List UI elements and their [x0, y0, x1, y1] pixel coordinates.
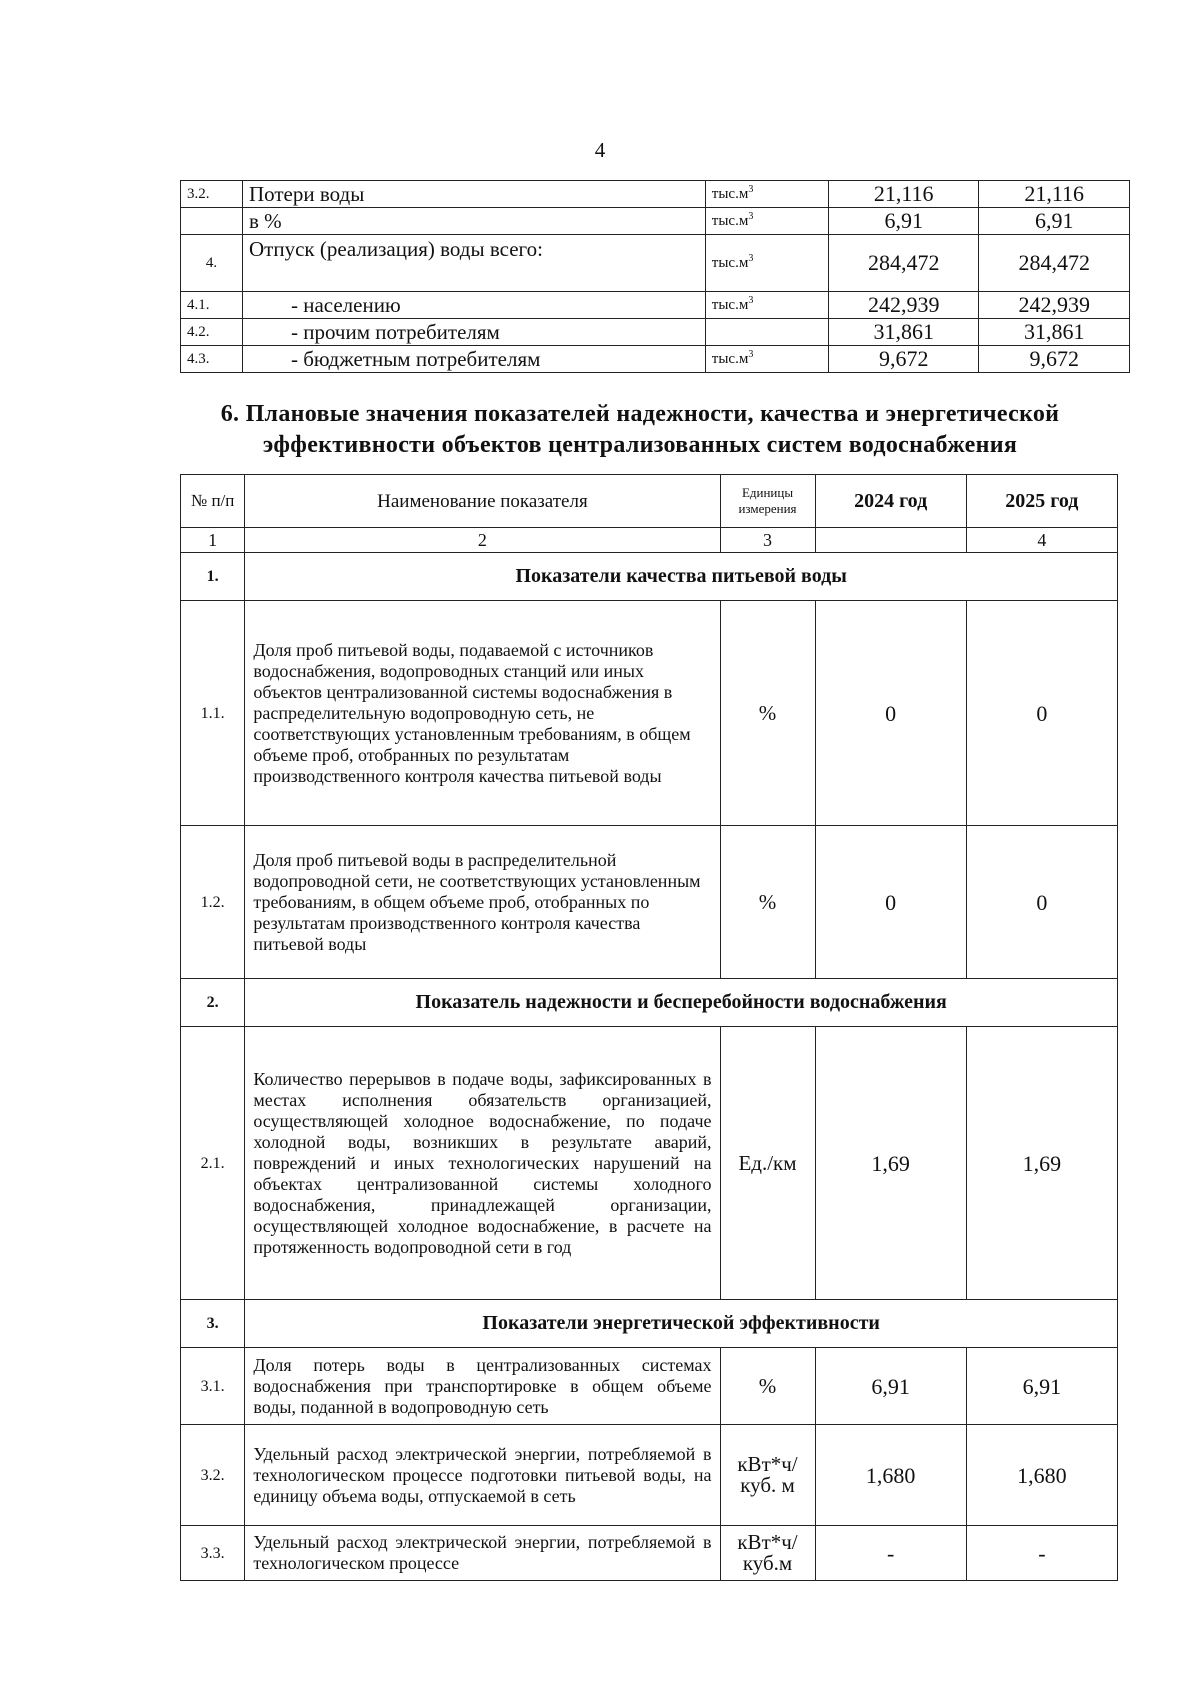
section-heading: [150, 399, 1130, 461]
section-title: Показатели энергетической эффективности: [245, 1300, 1118, 1348]
row-description: Доля проб питьевой воды, подаваемой с источников водоснабжения, водопроводных станций или иных объектов централизованной системы водоснабжения в распределительную водопроводную сеть, не соответствующих установленным требованиям, в общем объеме проб, отобранных по результатам производственного контроля качества питьевой воды: [245, 601, 720, 826]
row-value-2025: 31,861: [979, 319, 1130, 346]
row-unit: $тыс.м^3$: [705, 235, 828, 292]
row-value-2025: 1,680: [966, 1425, 1117, 1526]
page-number: 4: [594, 138, 606, 162]
row-value-2025: 242,939: [979, 292, 1130, 319]
row-number: 3.2.: [181, 181, 243, 208]
row-name: в %: [242, 208, 705, 235]
row-value-2024: 1,69: [815, 1027, 966, 1300]
row-unit: $тыс.м^3$: [705, 292, 828, 319]
row-value-2025: 21,116: [979, 181, 1130, 208]
row-number: 4.3.: [181, 346, 243, 373]
row-value-2025: -: [966, 1526, 1117, 1581]
row-unit: %: [720, 1348, 815, 1425]
row-value-2025: 6,91: [966, 1348, 1117, 1425]
table-row: [181, 181, 1130, 208]
column-index: 3: [720, 528, 815, 553]
row-value-2024: 6,91: [815, 1348, 966, 1425]
header-number: № п/п: [181, 475, 245, 528]
column-index: 1: [181, 528, 245, 553]
column-index: 4: [966, 528, 1117, 553]
section-number: 2.: [181, 979, 245, 1027]
row-value-2024: 242,939: [828, 292, 978, 319]
section-title: Показатели качества питьевой воды: [245, 553, 1118, 601]
section-number: 3.: [181, 1300, 245, 1348]
row-name: - бюджетным потребителям: [242, 346, 705, 373]
column-index: 2: [245, 528, 720, 553]
table-row: [181, 601, 1118, 826]
row-name: Потери воды: [242, 181, 705, 208]
row-number: 4.2.: [181, 319, 243, 346]
column-index: [815, 528, 966, 553]
row-value-2025: 6,91: [979, 208, 1130, 235]
section-number: 1.: [181, 553, 245, 601]
row-unit: кВт*ч/ куб.м: [720, 1526, 815, 1581]
row-unit: $тыс.м^3$: [705, 346, 828, 373]
row-value-2025: 0: [966, 601, 1117, 826]
section-row: [181, 1300, 1118, 1348]
row-description: Удельный расход электрической энергии, потребляемой в технологическом процессе: [245, 1526, 720, 1581]
indicators-table: [180, 474, 1118, 1581]
row-number: 2.1.: [181, 1027, 245, 1300]
header-2025: 2025 год: [966, 475, 1117, 528]
row-value-2025: 284,472: [979, 235, 1130, 292]
row-value-2025: 0: [966, 826, 1117, 979]
row-unit: $тыс.м^3$: [705, 208, 828, 235]
row-number: 1.1.: [181, 601, 245, 826]
table-row: [181, 1526, 1118, 1581]
table-row: [181, 235, 1130, 292]
row-description: Количество перерывов в подаче воды, зафиксированных в местах исполнения обязательств организацией, осуществляющей холодное водоснабжение, по подаче холодной воды, возникших в результате аварий, повреждений и иных технологических нарушений на объектах централизованной системы холодного водоснабжения, принадлежащей организации, осуществляющей холодное водоснабжение, в расчете на протяженность водопроводной сети в год: [245, 1027, 720, 1300]
table-row: [181, 1425, 1118, 1526]
row-name: Отпуск (реализация) воды всего:: [242, 235, 705, 292]
row-number: 4.: [181, 235, 243, 292]
row-value-2024: -: [815, 1526, 966, 1581]
column-index-row: [181, 528, 1118, 553]
row-name: - населению: [242, 292, 705, 319]
table-row: [181, 1348, 1118, 1425]
table-row: [181, 292, 1130, 319]
row-unit: [705, 319, 828, 346]
row-name: - прочим потребителям: [242, 319, 705, 346]
row-unit: кВт*ч/ куб. м: [720, 1425, 815, 1526]
row-value-2024: 0: [815, 826, 966, 979]
row-unit: $тыс.м^3$: [705, 181, 828, 208]
section-heading-line1: 6. Плановые значения показателей надежности, качества и энергетической: [220, 401, 1060, 427]
header-unit: Единицы измерения: [720, 475, 815, 528]
row-unit: Ед./км: [720, 1027, 815, 1300]
table-row: [181, 1027, 1118, 1300]
row-value-2024: 284,472: [828, 235, 978, 292]
section-row: [181, 553, 1118, 601]
header-2024: 2024 год: [815, 475, 966, 528]
row-number: 3.1.: [181, 1348, 245, 1425]
row-description: Удельный расход электрической энергии, потребляемой в технологическом процессе подготовки питьевой воды, на единицу объема воды, отпускаемой в сеть: [245, 1425, 720, 1526]
row-description: Доля проб питьевой воды в распределительной водопроводной сети, не соответствующих установленным требованиям, в общем объеме проб, отобранных по результатам производственного контроля качества питьевой воды: [245, 826, 720, 979]
section-row: [181, 979, 1118, 1027]
top-table: [180, 180, 1130, 373]
row-unit: %: [720, 601, 815, 826]
row-value-2025: 1,69: [966, 1027, 1117, 1300]
table-row: [181, 346, 1130, 373]
row-number: 3.3.: [181, 1526, 245, 1581]
table-row: [181, 826, 1118, 979]
header-name: Наименование показателя: [245, 475, 720, 528]
row-value-2025: 9,672: [979, 346, 1130, 373]
section-heading-line2: эффективности объектов централизованных систем водоснабжения: [262, 432, 1018, 458]
row-number: 1.2.: [181, 826, 245, 979]
row-value-2024: 1,680: [815, 1425, 966, 1526]
row-number: 3.2.: [181, 1425, 245, 1526]
row-number: [181, 208, 243, 235]
section-title: Показатель надежности и бесперебойности водоснабжения: [245, 979, 1118, 1027]
row-value-2024: 31,861: [828, 319, 978, 346]
row-value-2024: 9,672: [828, 346, 978, 373]
table-row: [181, 319, 1130, 346]
row-number: 4.1.: [181, 292, 243, 319]
row-value-2024: 6,91: [828, 208, 978, 235]
table-header-row: [181, 475, 1118, 528]
row-value-2024: 21,116: [828, 181, 978, 208]
row-value-2024: 0: [815, 601, 966, 826]
table-row: [181, 208, 1130, 235]
row-unit: %: [720, 826, 815, 979]
row-description: Доля потерь воды в централизованных системах водоснабжения при транспортировке в общем объеме воды, поданной в водопроводную сеть: [245, 1348, 720, 1425]
